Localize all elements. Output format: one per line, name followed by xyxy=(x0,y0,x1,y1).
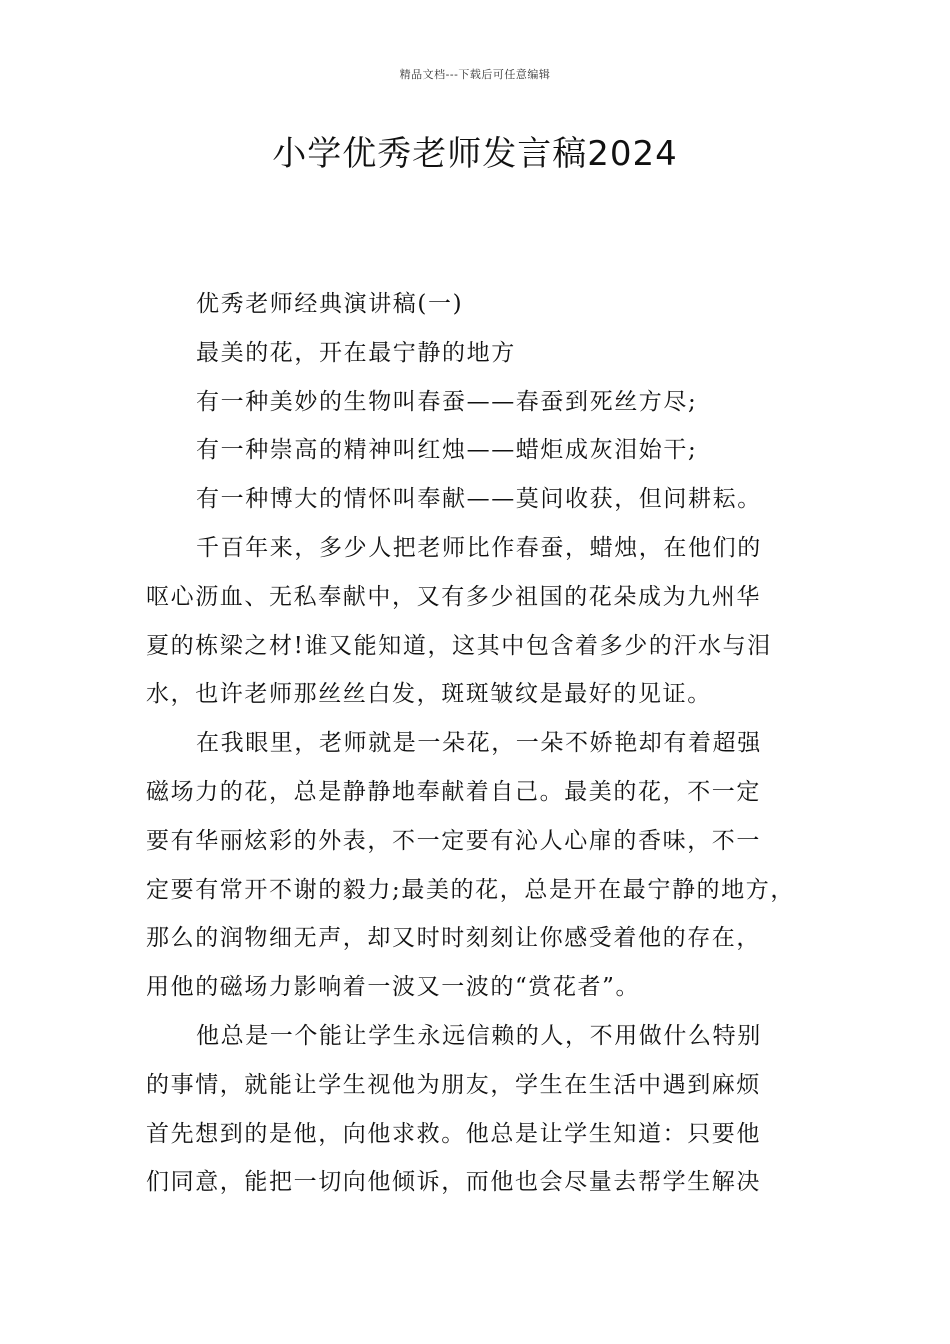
document-body xyxy=(146,280,822,1207)
body-line: 有一种崇高的精神叫红烛——蜡炬成灰泪始干; xyxy=(196,437,698,464)
body-line: 最美的花，开在最宁静的地方 xyxy=(196,339,516,366)
body-line: 那么的润物细无声，却又时时刻刻让你感受着他的存在， xyxy=(146,925,761,952)
body-line: 定要有常开不谢的毅力;最美的花，总是开在最宁静的地方， xyxy=(146,876,795,903)
body-line: 夏的栋梁之材!谁又能知道，这其中包含着多少的汗水与泪 xyxy=(146,632,772,659)
body-line: 在我眼里，老师就是一朵花，一朵不娇艳却有着超强 xyxy=(196,730,762,757)
body-line: 呕心沥血、无私奉献中，又有多少祖国的花朵成为九州华 xyxy=(146,583,761,610)
body-line: 的事情，就能让学生视他为朋友，学生在生活中遇到麻烦 xyxy=(146,1071,761,1098)
body-line: 优秀老师经典演讲稿(一) xyxy=(196,291,464,317)
body-line: 要有华丽炫彩的外表，不一定要有沁人心扉的香味，不一 xyxy=(146,827,761,854)
body-line: 首先想到的是他，向他求救。他总是让学生知道：只要他 xyxy=(146,1120,761,1147)
body-line: 他总是一个能让学生永远信赖的人，不用做什么特别 xyxy=(196,1022,762,1049)
body-line: 用他的磁场力影响着一波又一波的“赏花者”。 xyxy=(146,974,641,1001)
header-note: 精品文档---下载后可任意编辑 xyxy=(399,68,551,81)
body-line: 千百年来，多少人把老师比作春蚕，蜡烛，在他们的 xyxy=(196,534,762,561)
document-title: 小学优秀老师发言稿2024 xyxy=(272,134,678,174)
body-line: 们同意，能把一切向他倾诉，而他也会尽量去帮学生解决 xyxy=(146,1169,761,1196)
body-line: 水，也许老师那丝丝白发，斑斑皱纹是最好的见证。 xyxy=(146,681,712,708)
body-line: 有一种博大的情怀叫奉献——莫问收获，但问耕耘。 xyxy=(196,486,762,513)
body-line: 有一种美妙的生物叫春蚕——春蚕到死丝方尽; xyxy=(196,388,698,415)
body-line: 磁场力的花，总是静静地奉献着自己。最美的花，不一定 xyxy=(146,778,761,805)
